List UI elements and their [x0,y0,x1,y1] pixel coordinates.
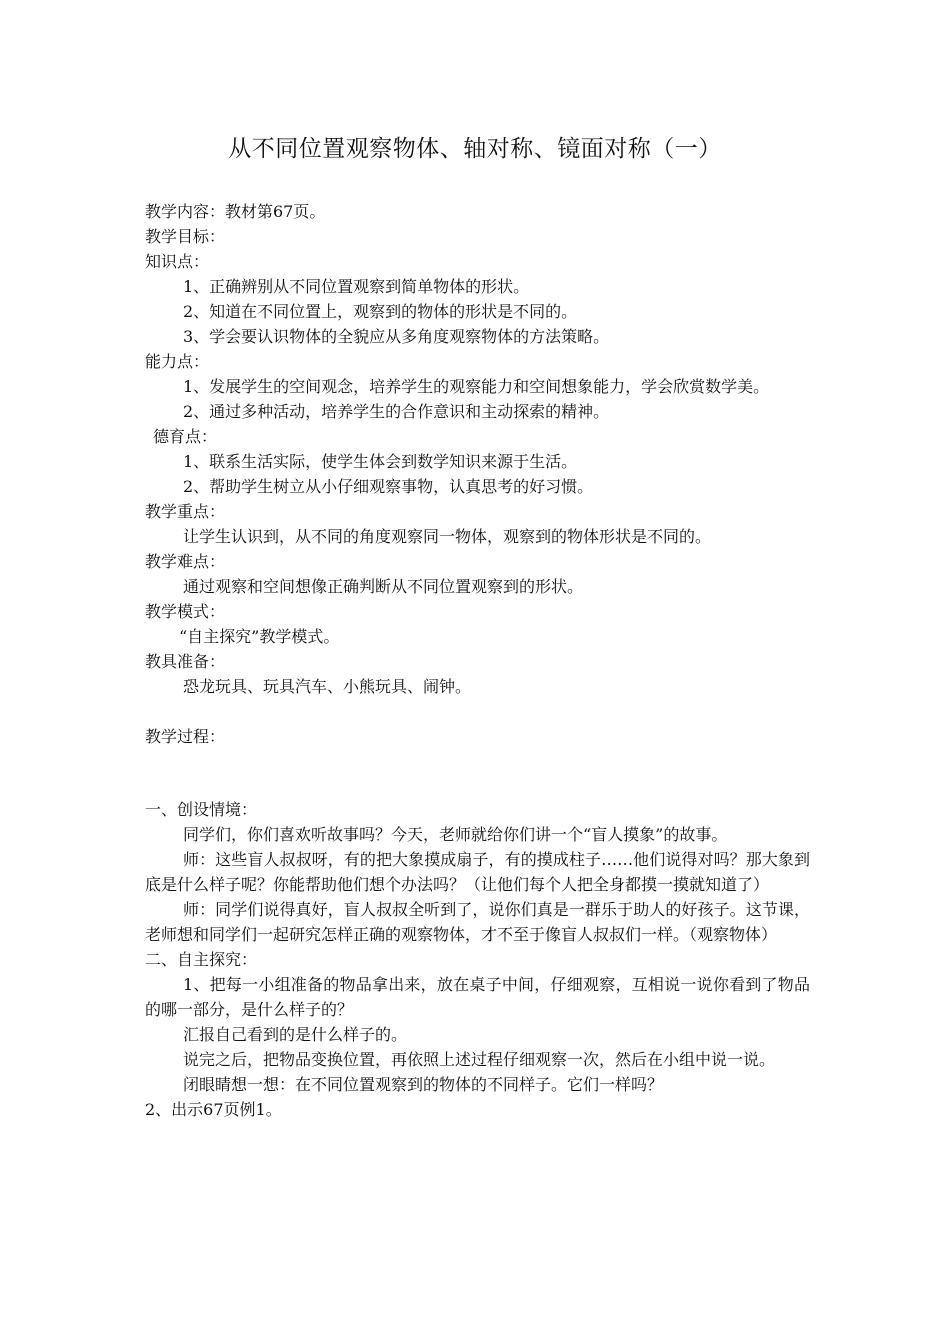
ability-item-1: 1、发展学生的空间观念，培养学生的观察能力和空间想象能力，学会欣赏数学美。 [183,377,770,396]
section-2-paragraph-3: 说完之后，把物品变换位置，再依照上述过程仔细观察一次，然后在小组中说一说。 [183,1050,776,1069]
teaching-content-line: 教学内容：教材第67页。 [145,202,326,221]
knowledge-item-3: 3、学会要认识物体的全貌应从多角度观察物体的方法策略。 [183,327,610,346]
section-2-paragraph-4: 闭眼睛想一想：在不同位置观察到的物体的不同样子。它们一样吗？ [183,1075,664,1094]
document-body [145,199,810,1122]
moral-heading: 德育点： [153,427,218,446]
tools-heading: 教具准备： [145,652,226,671]
focus-text: 让学生认识到，从不同的角度观察同一物体，观察到的物体形状是不同的。 [183,527,712,546]
section-2-paragraph-1: 1、把每一小组准备的物品拿出来，放在桌子中间，仔细观察，互相说一说你看到了物品的哪一部分，是什么样子的？ [145,975,810,1019]
knowledge-item-2: 2、知道在不同位置上，观察到的物体的形状是不同的。 [183,302,578,321]
blank-line [145,699,810,724]
ability-item-2: 2、通过多种活动，培养学生的合作意识和主动探索的精神。 [183,402,610,421]
section-1-heading: 一、创设情境： [145,800,258,819]
mode-heading: 教学模式： [145,602,226,621]
section-1-paragraph-1: 同学们，你们喜欢听故事吗？今天，老师就给你们讲一个“盲人摸象”的故事。 [183,825,728,844]
document-title: 从不同位置观察物体、轴对称、镜面对称（一） [228,136,722,162]
blank-line [145,749,810,774]
focus-heading: 教学重点： [145,502,226,521]
moral-item-1: 1、联系生活实际，使学生体会到数学知识来源于生活。 [183,452,578,471]
section-2-heading: 二、自主探究： [145,950,258,969]
mode-text: “自主探究”教学模式。 [179,627,340,646]
section-1-paragraph-2: 师：这些盲人叔叔呀，有的把大象摸成扇子，有的摸成柱子……他们说得对吗？那大象到底是什么样子呢？你能帮助他们想个办法吗？（让他们每个人把全身都摸一摸就知道了） [145,850,810,894]
knowledge-heading: 知识点： [145,252,210,271]
ability-heading: 能力点： [145,352,210,371]
section-1-paragraph-3: 师：同学们说得真好，盲人叔叔全听到了，说你们真是一群乐于助人的好孩子。这节课，老师想和同学们一起研究怎样正确的观察物体，才不至于像盲人叔叔们一样。（观察物体） [145,900,810,944]
section-2-paragraph-2: 汇报自己看到的是什么样子的。 [183,1025,408,1044]
moral-item-2: 2、帮助学生树立从小仔细观察事物，认真思考的好习惯。 [183,477,594,496]
section-2-example-line: 2、出示67页例1。 [145,1100,282,1119]
knowledge-item-1: 1、正确辨别从不同位置观察到简单物体的形状。 [183,277,530,296]
teaching-goal-heading: 教学目标： [145,227,226,246]
tools-text: 恐龙玩具、玩具汽车、小熊玩具、闹钟。 [183,677,472,696]
blank-line [145,774,810,797]
difficulty-text: 通过观察和空间想像正确判断从不同位置观察到的形状。 [183,577,584,596]
difficulty-heading: 教学难点： [145,552,226,571]
process-heading: 教学过程： [145,727,226,746]
